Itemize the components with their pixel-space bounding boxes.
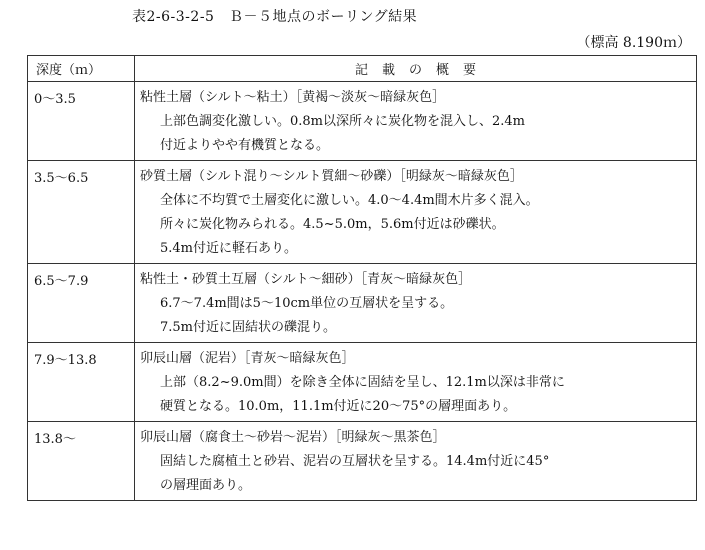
- table-row: [28, 82, 697, 161]
- table-row: [28, 422, 697, 501]
- depth-cell: 6.5〜7.9: [28, 264, 135, 343]
- description-line: 7.5m付近に固結状の礫混り。: [160, 320, 337, 335]
- table-row: [28, 343, 697, 422]
- layer-name: 粘性土・砂質土互層（シルト〜細砂）［青灰〜暗緑灰色］: [140, 272, 472, 287]
- description-line: 上部色調変化激しい。0.8m以深所々に炭化物を混入し、2.4m: [160, 114, 526, 129]
- description-line: 固結した腐植土と砂岩、泥岩の互層状を呈する。14.4m付近に45°: [160, 454, 550, 469]
- description-line: 付近よりやや有機質となる。: [160, 138, 330, 153]
- description-line: 6.7〜7.4m間は5〜10cm単位の互層状を呈する。: [160, 296, 454, 311]
- layer-name: 卯辰山層（泥岩）［青灰〜暗緑灰色］: [140, 351, 355, 366]
- elevation-label: （標高 8.190ｍ）: [576, 35, 691, 51]
- description-line: 上部（8.2~9.0m間）を除き全体に固結を呈し、12.1m以深は非常に: [160, 375, 565, 390]
- table-header-row: [28, 56, 697, 82]
- depth-cell: 0〜3.5: [28, 82, 135, 161]
- description-cell: [135, 264, 697, 343]
- table-row: [28, 161, 697, 264]
- description-line: 所々に炭化物みられる。4.5~5.0m，5.6m付近は砂礫状。: [160, 217, 505, 232]
- description-line: 硬質となる。10.0m，11.1m付近に20〜75°の層理面あり。: [160, 399, 517, 414]
- layer-name: 砂質土層（シルト混り〜シルト質細〜砂礫）［明緑灰〜暗緑灰色］: [140, 169, 523, 184]
- depth-cell: 13.8〜: [28, 422, 135, 501]
- description-cell: [135, 343, 697, 422]
- depth-cell: 3.5〜6.5: [28, 161, 135, 264]
- description-line: 5.4m付近に軽石あり。: [160, 241, 298, 256]
- description-cell: [135, 161, 697, 264]
- header-depth: 深度（ｍ）: [28, 56, 135, 82]
- table-row: [28, 264, 697, 343]
- description-line: の層理面あり。: [160, 478, 252, 493]
- description-cell: [135, 422, 697, 501]
- description-cell: [135, 82, 697, 161]
- table-title: 表2-6-3-2-5 Ｂ－５地点のボーリング結果: [132, 9, 418, 25]
- depth-cell: 7.9〜13.8: [28, 343, 135, 422]
- layer-name: 卯辰山層（腐食土〜砂岩〜泥岩）［明緑灰〜黒茶色］: [140, 430, 446, 445]
- header-description: 記載の概要: [135, 56, 697, 82]
- description-line: 全体に不均質で土層変化に激しい。4.0〜4.4m間木片多く混入。: [160, 193, 539, 208]
- layer-name: 粘性土層（シルト〜粘土）［黄褐〜淡灰〜暗緑灰色］: [140, 90, 446, 105]
- boring-log-table: [27, 55, 697, 501]
